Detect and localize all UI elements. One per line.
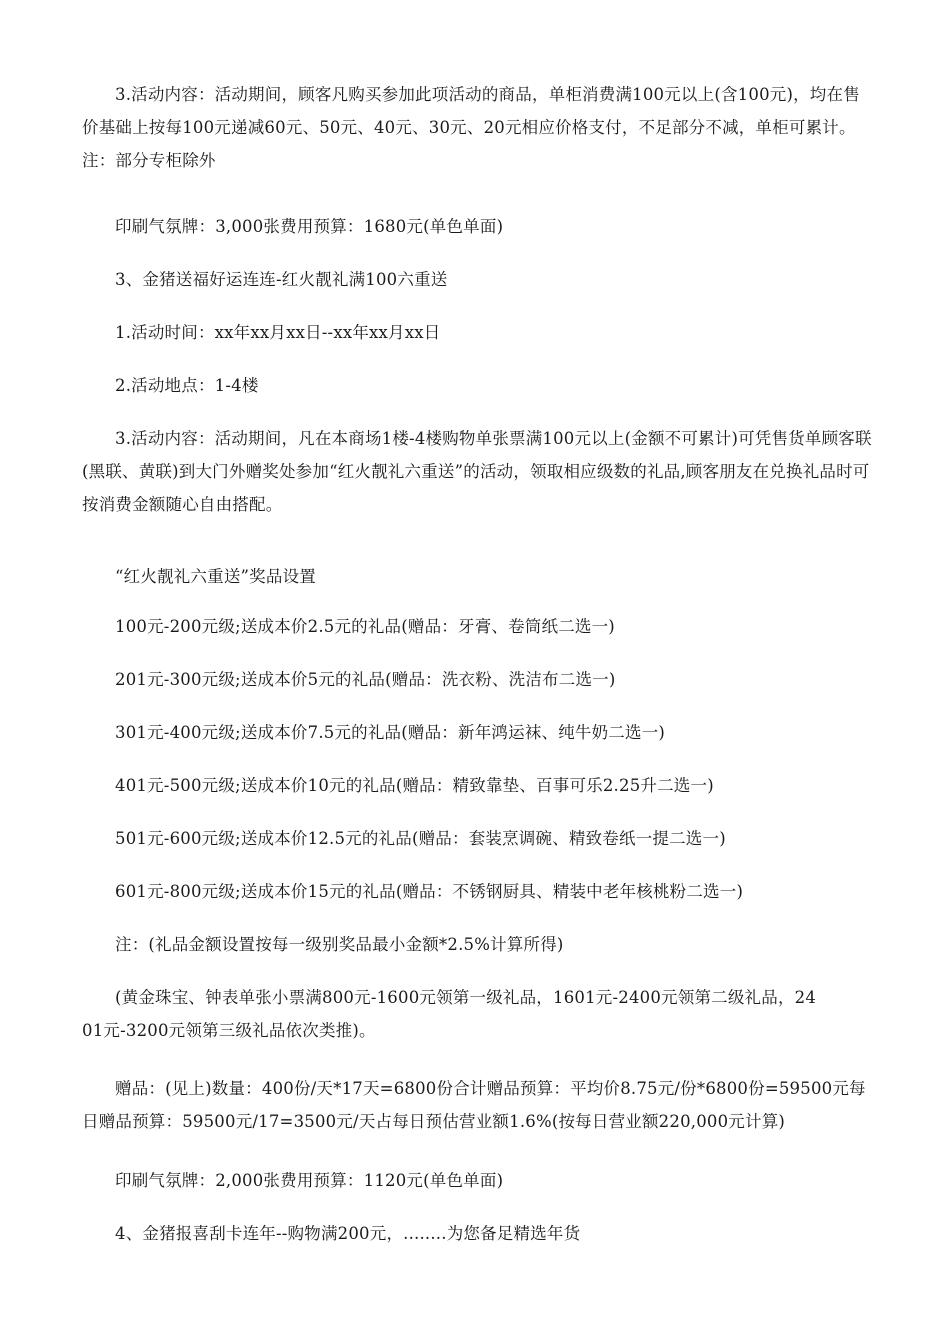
section-heading-3: 3、金猪送福好运连连-红火靓礼满100六重送: [115, 270, 448, 289]
paragraph-activity-content-gifts: 3.活动内容：活动期间，凡在本商场1楼-4楼购物单张票满100元以上(金额不可累计)可凭售货单顾客联(黑联、黄联)到大门外赠奖处参加“红火靓礼六重送”的活动，领取相应级数的礼品,顾客朋友在兑换礼品时可按消费金额随心自由搭配。: [82, 429, 872, 514]
prize-tier-3: 301元-400元级;送成本价7.5元的礼品(赠品：新年鸿运袜、纯牛奶二选一): [115, 723, 666, 742]
prize-note: 注：(礼品金额设置按每一级别奖品最小金额*2.5%计算所得): [115, 935, 564, 954]
prize-tier-2: 201元-300元级;送成本价5元的礼品(赠品：洗衣粉、洗洁布二选一): [115, 670, 616, 689]
prize-settings-heading: “红火靓礼六重送”奖品设置: [115, 567, 316, 586]
paragraph-activity-location: 2.活动地点：1-4楼: [115, 376, 259, 395]
paragraph-print-budget-2: 印刷气氛牌：2,000张费用预算：1120元(单色单面): [115, 1171, 504, 1190]
prize-tier-6: 601元-800元级;送成本价15元的礼品(赠品：不锈钢厨具、精装中老年核桃粉二选一): [115, 882, 744, 901]
paragraph-print-budget-1: 印刷气氛牌：3,000张费用预算：1680元(单色单面): [115, 217, 504, 236]
jewelry-note: (黄金珠宝、钟表单张小票满800元-1600元领第一级礼品，1601元-2400元领第二级礼品，2401元-3200元领第三级礼品依次类推)。: [82, 988, 817, 1040]
paragraph-activity-time: 1.活动时间：xx年xx月xx日--xx年xx月xx日: [115, 323, 441, 342]
prize-tier-1: 100元-200元级;送成本价2.5元的礼品(赠品：牙膏、卷筒纸二选一): [115, 617, 615, 636]
prize-tier-4: 401元-500元级;送成本价10元的礼品(赠品：精致靠垫、百事可乐2.25升二选一): [115, 776, 714, 795]
paragraph-activity-content-discount: 3.活动内容：活动期间，顾客凡购买参加此项活动的商品，单柜消费满100元以上(含100元)，均在售价基础上按每100元递减60元、50元、40元、30元、20元相应价格支付，不足部分不减，单柜可累计。注：部分专柜除外: [82, 85, 860, 170]
section-heading-4: 4、金猪报喜刮卡连年--购物满200元，........为您备足精选年货: [115, 1224, 581, 1243]
gift-budget: 赠品：(见上)数量：400份/天*17天=6800份合计赠品预算：平均价8.75元/份*6800份=59500元每日赠品预算：59500元/17=3500元/天占每日预估营业额1.6%(按每日营业额220,000元计算): [82, 1079, 866, 1131]
prize-tier-5: 501元-600元级;送成本价12.5元的礼品(赠品：套装烹调碗、精致卷纸一提二选一): [115, 829, 726, 848]
